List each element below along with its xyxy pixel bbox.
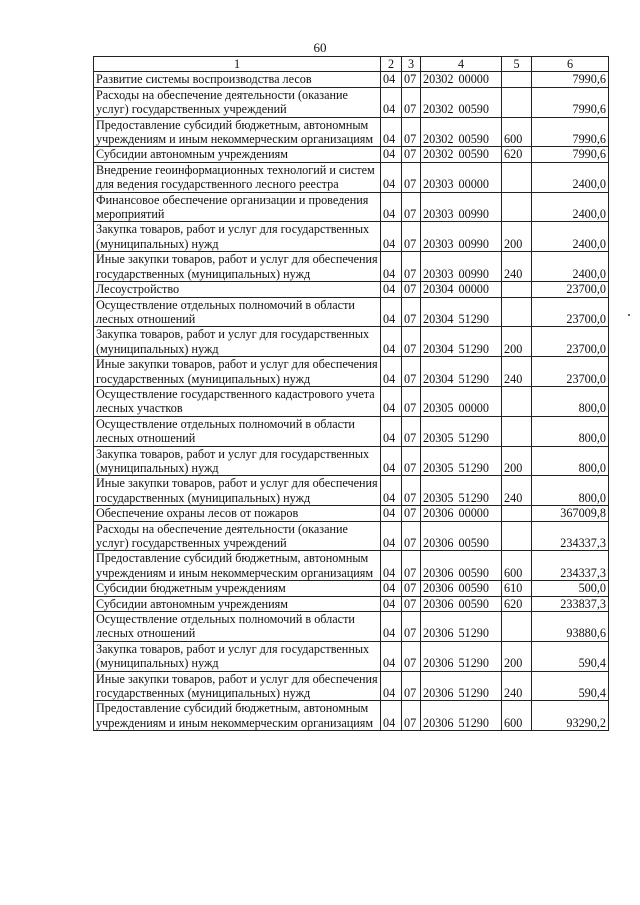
row-target-code-cell: 20306 51290 (421, 641, 502, 671)
row-name-cell: Осуществление отдельных полномочий в области лесных отношений (94, 297, 381, 327)
row-amount-cell: 233837,3 (532, 596, 609, 611)
scan-speck (628, 314, 630, 316)
row-subsection-cell: 07 (402, 327, 421, 357)
row-section-cell: 04 (381, 327, 402, 357)
table-row (94, 641, 609, 671)
row-subsection-cell: 07 (402, 476, 421, 506)
row-target-code-cell: 20306 00590 (421, 521, 502, 551)
row-amount-cell: 2400,0 (532, 192, 609, 222)
row-section-cell: 04 (381, 222, 402, 252)
budget-table (93, 56, 609, 731)
row-subsection-cell: 07 (402, 297, 421, 327)
row-target-code-cell: 20306 51290 (421, 671, 502, 701)
table-row (94, 551, 609, 581)
row-expense-type-cell: 600 (502, 701, 532, 731)
table-row (94, 596, 609, 611)
table-row (94, 327, 609, 357)
row-section-cell: 04 (381, 612, 402, 642)
row-expense-type-cell: 600 (502, 117, 532, 147)
row-target-code-cell: 20306 51290 (421, 612, 502, 642)
row-section-cell: 04 (381, 446, 402, 476)
row-subsection-cell: 07 (402, 357, 421, 387)
row-subsection-cell: 07 (402, 612, 421, 642)
table-row (94, 476, 609, 506)
row-section-cell: 04 (381, 521, 402, 551)
row-name-cell: Обеспечение охраны лесов от пожаров (94, 506, 381, 521)
row-target-code-cell: 20303 00990 (421, 252, 502, 282)
row-amount-cell: 93290,2 (532, 701, 609, 731)
row-name-cell: Развитие системы воспроизводства лесов (94, 72, 381, 87)
row-amount-cell: 590,4 (532, 641, 609, 671)
row-expense-type-cell (502, 192, 532, 222)
table-row (94, 222, 609, 252)
row-name-cell: Расходы на обеспечение деятельности (оказание услуг) государственных учреждений (94, 87, 381, 117)
row-section-cell: 04 (381, 117, 402, 147)
row-subsection-cell: 07 (402, 162, 421, 192)
row-subsection-cell: 07 (402, 671, 421, 701)
row-name-cell: Закупка товаров, работ и услуг для государственных (муниципальных) нужд (94, 327, 381, 357)
row-expense-type-cell (502, 416, 532, 446)
row-section-cell: 04 (381, 87, 402, 117)
row-target-code-cell: 20304 51290 (421, 297, 502, 327)
row-expense-type-cell (502, 297, 532, 327)
row-target-code-cell: 20305 51290 (421, 476, 502, 506)
row-name-cell: Осуществление отдельных полномочий в области лесных отношений (94, 612, 381, 642)
row-name-cell: Субсидии автономным учреждениям (94, 147, 381, 162)
table-row (94, 701, 609, 731)
row-expense-type-cell: 610 (502, 581, 532, 596)
row-section-cell: 04 (381, 416, 402, 446)
row-amount-cell: 590,4 (532, 671, 609, 701)
table-row (94, 282, 609, 297)
table-row (94, 297, 609, 327)
header-cell-6: 6 (532, 57, 609, 72)
row-amount-cell: 500,0 (532, 581, 609, 596)
row-expense-type-cell (502, 162, 532, 192)
row-subsection-cell: 07 (402, 222, 421, 252)
row-subsection-cell: 07 (402, 416, 421, 446)
row-target-code-cell: 20304 51290 (421, 327, 502, 357)
table-row (94, 386, 609, 416)
row-section-cell: 04 (381, 357, 402, 387)
row-subsection-cell: 07 (402, 87, 421, 117)
row-subsection-cell: 07 (402, 147, 421, 162)
row-subsection-cell: 07 (402, 446, 421, 476)
row-target-code-cell: 20306 00590 (421, 581, 502, 596)
row-expense-type-cell: 200 (502, 327, 532, 357)
row-amount-cell: 7990,6 (532, 72, 609, 87)
row-section-cell: 04 (381, 72, 402, 87)
row-subsection-cell: 07 (402, 596, 421, 611)
row-amount-cell: 23700,0 (532, 282, 609, 297)
row-target-code-cell: 20304 00000 (421, 282, 502, 297)
row-section-cell: 04 (381, 297, 402, 327)
row-target-code-cell: 20304 51290 (421, 357, 502, 387)
row-name-cell: Осуществление государственного кадастрового учета лесных участков (94, 386, 381, 416)
page-number: 60 (313, 40, 327, 55)
row-subsection-cell: 07 (402, 252, 421, 282)
row-section-cell: 04 (381, 551, 402, 581)
row-subsection-cell: 07 (402, 581, 421, 596)
row-target-code-cell: 20302 00000 (421, 72, 502, 87)
row-subsection-cell: 07 (402, 72, 421, 87)
header-cell-3: 3 (402, 57, 421, 72)
row-expense-type-cell (502, 506, 532, 521)
row-section-cell: 04 (381, 192, 402, 222)
table-row (94, 506, 609, 521)
row-name-cell: Предоставление субсидий бюджетным, автономным учреждениям и иным некоммерческим организациям (94, 701, 381, 731)
row-name-cell: Субсидии бюджетным учреждениям (94, 581, 381, 596)
row-amount-cell: 23700,0 (532, 327, 609, 357)
row-expense-type-cell (502, 386, 532, 416)
row-section-cell: 04 (381, 581, 402, 596)
table-row (94, 581, 609, 596)
table-row (94, 612, 609, 642)
row-name-cell: Закупка товаров, работ и услуг для государственных (муниципальных) нужд (94, 222, 381, 252)
row-target-code-cell: 20305 51290 (421, 446, 502, 476)
header-cell-4: 4 (421, 57, 502, 72)
row-expense-type-cell: 600 (502, 551, 532, 581)
row-subsection-cell: 07 (402, 386, 421, 416)
row-amount-cell: 800,0 (532, 416, 609, 446)
row-subsection-cell: 07 (402, 282, 421, 297)
row-target-code-cell: 20302 00590 (421, 87, 502, 117)
row-expense-type-cell (502, 282, 532, 297)
table-row (94, 72, 609, 87)
table-row (94, 357, 609, 387)
row-name-cell: Иные закупки товаров, работ и услуг для обеспечения государственных (муниципальных) нужд (94, 252, 381, 282)
row-target-code-cell: 20303 00990 (421, 222, 502, 252)
row-target-code-cell: 20302 00590 (421, 117, 502, 147)
row-section-cell: 04 (381, 252, 402, 282)
row-amount-cell: 800,0 (532, 386, 609, 416)
row-name-cell: Иные закупки товаров, работ и услуг для обеспечения государственных (муниципальных) нужд (94, 671, 381, 701)
row-name-cell: Предоставление субсидий бюджетным, автономным учреждениям и иным некоммерческим организациям (94, 551, 381, 581)
row-section-cell: 04 (381, 506, 402, 521)
row-subsection-cell: 07 (402, 117, 421, 147)
row-amount-cell: 7990,6 (532, 117, 609, 147)
row-expense-type-cell (502, 72, 532, 87)
row-expense-type-cell: 240 (502, 671, 532, 701)
header-cell-2: 2 (381, 57, 402, 72)
row-section-cell: 04 (381, 476, 402, 506)
budget-table-body (94, 57, 609, 731)
row-name-cell: Финансовое обеспечение организации и проведения мероприятий (94, 192, 381, 222)
table-row (94, 87, 609, 117)
row-name-cell: Расходы на обеспечение деятельности (оказание услуг) государственных учреждений (94, 521, 381, 551)
table-row (94, 117, 609, 147)
header-cell-5: 5 (502, 57, 532, 72)
row-amount-cell: 23700,0 (532, 357, 609, 387)
table-row (94, 521, 609, 551)
row-target-code-cell: 20306 00590 (421, 551, 502, 581)
row-expense-type-cell: 240 (502, 252, 532, 282)
table-header-row (94, 57, 609, 72)
table-row (94, 252, 609, 282)
row-target-code-cell: 20305 00000 (421, 386, 502, 416)
row-name-cell: Внедрение геоинформационных технологий и систем для ведения государственного лесного реестра (94, 162, 381, 192)
table-row (94, 446, 609, 476)
row-target-code-cell: 20306 00000 (421, 506, 502, 521)
row-section-cell: 04 (381, 147, 402, 162)
table-row (94, 416, 609, 446)
table-row (94, 147, 609, 162)
table-row (94, 162, 609, 192)
row-target-code-cell: 20306 00590 (421, 596, 502, 611)
row-name-cell: Иные закупки товаров, работ и услуг для обеспечения государственных (муниципальных) нужд (94, 476, 381, 506)
row-amount-cell: 2400,0 (532, 222, 609, 252)
row-expense-type-cell: 200 (502, 641, 532, 671)
row-expense-type-cell: 240 (502, 357, 532, 387)
row-amount-cell: 800,0 (532, 446, 609, 476)
row-amount-cell: 234337,3 (532, 551, 609, 581)
row-name-cell: Предоставление субсидий бюджетным, автономным учреждениям и иным некоммерческим организациям (94, 117, 381, 147)
table-row (94, 671, 609, 701)
row-section-cell: 04 (381, 282, 402, 297)
row-amount-cell: 93880,6 (532, 612, 609, 642)
table-row (94, 192, 609, 222)
row-section-cell: 04 (381, 641, 402, 671)
row-section-cell: 04 (381, 386, 402, 416)
row-section-cell: 04 (381, 701, 402, 731)
row-expense-type-cell (502, 612, 532, 642)
row-expense-type-cell: 620 (502, 596, 532, 611)
row-target-code-cell: 20306 51290 (421, 701, 502, 731)
row-target-code-cell: 20303 00000 (421, 162, 502, 192)
header-cell-1: 1 (94, 57, 381, 72)
row-amount-cell: 23700,0 (532, 297, 609, 327)
row-subsection-cell: 07 (402, 641, 421, 671)
row-name-cell: Субсидии автономным учреждениям (94, 596, 381, 611)
row-expense-type-cell: 200 (502, 446, 532, 476)
row-expense-type-cell (502, 521, 532, 551)
row-amount-cell: 234337,3 (532, 521, 609, 551)
row-amount-cell: 7990,6 (532, 147, 609, 162)
row-name-cell: Иные закупки товаров, работ и услуг для обеспечения государственных (муниципальных) нужд (94, 357, 381, 387)
row-amount-cell: 800,0 (532, 476, 609, 506)
row-expense-type-cell: 240 (502, 476, 532, 506)
row-subsection-cell: 07 (402, 521, 421, 551)
row-target-code-cell: 20303 00990 (421, 192, 502, 222)
row-subsection-cell: 07 (402, 506, 421, 521)
row-name-cell: Лесоустройство (94, 282, 381, 297)
row-expense-type-cell: 200 (502, 222, 532, 252)
row-name-cell: Закупка товаров, работ и услуг для государственных (муниципальных) нужд (94, 641, 381, 671)
row-amount-cell: 367009,8 (532, 506, 609, 521)
row-amount-cell: 2400,0 (532, 162, 609, 192)
row-section-cell: 04 (381, 162, 402, 192)
row-expense-type-cell: 620 (502, 147, 532, 162)
row-target-code-cell: 20305 51290 (421, 416, 502, 446)
row-subsection-cell: 07 (402, 551, 421, 581)
row-section-cell: 04 (381, 671, 402, 701)
row-name-cell: Осуществление отдельных полномочий в области лесных отношений (94, 416, 381, 446)
row-target-code-cell: 20302 00590 (421, 147, 502, 162)
row-expense-type-cell (502, 87, 532, 117)
row-amount-cell: 7990,6 (532, 87, 609, 117)
row-amount-cell: 2400,0 (532, 252, 609, 282)
row-section-cell: 04 (381, 596, 402, 611)
row-subsection-cell: 07 (402, 701, 421, 731)
row-name-cell: Закупка товаров, работ и услуг для государственных (муниципальных) нужд (94, 446, 381, 476)
row-subsection-cell: 07 (402, 192, 421, 222)
